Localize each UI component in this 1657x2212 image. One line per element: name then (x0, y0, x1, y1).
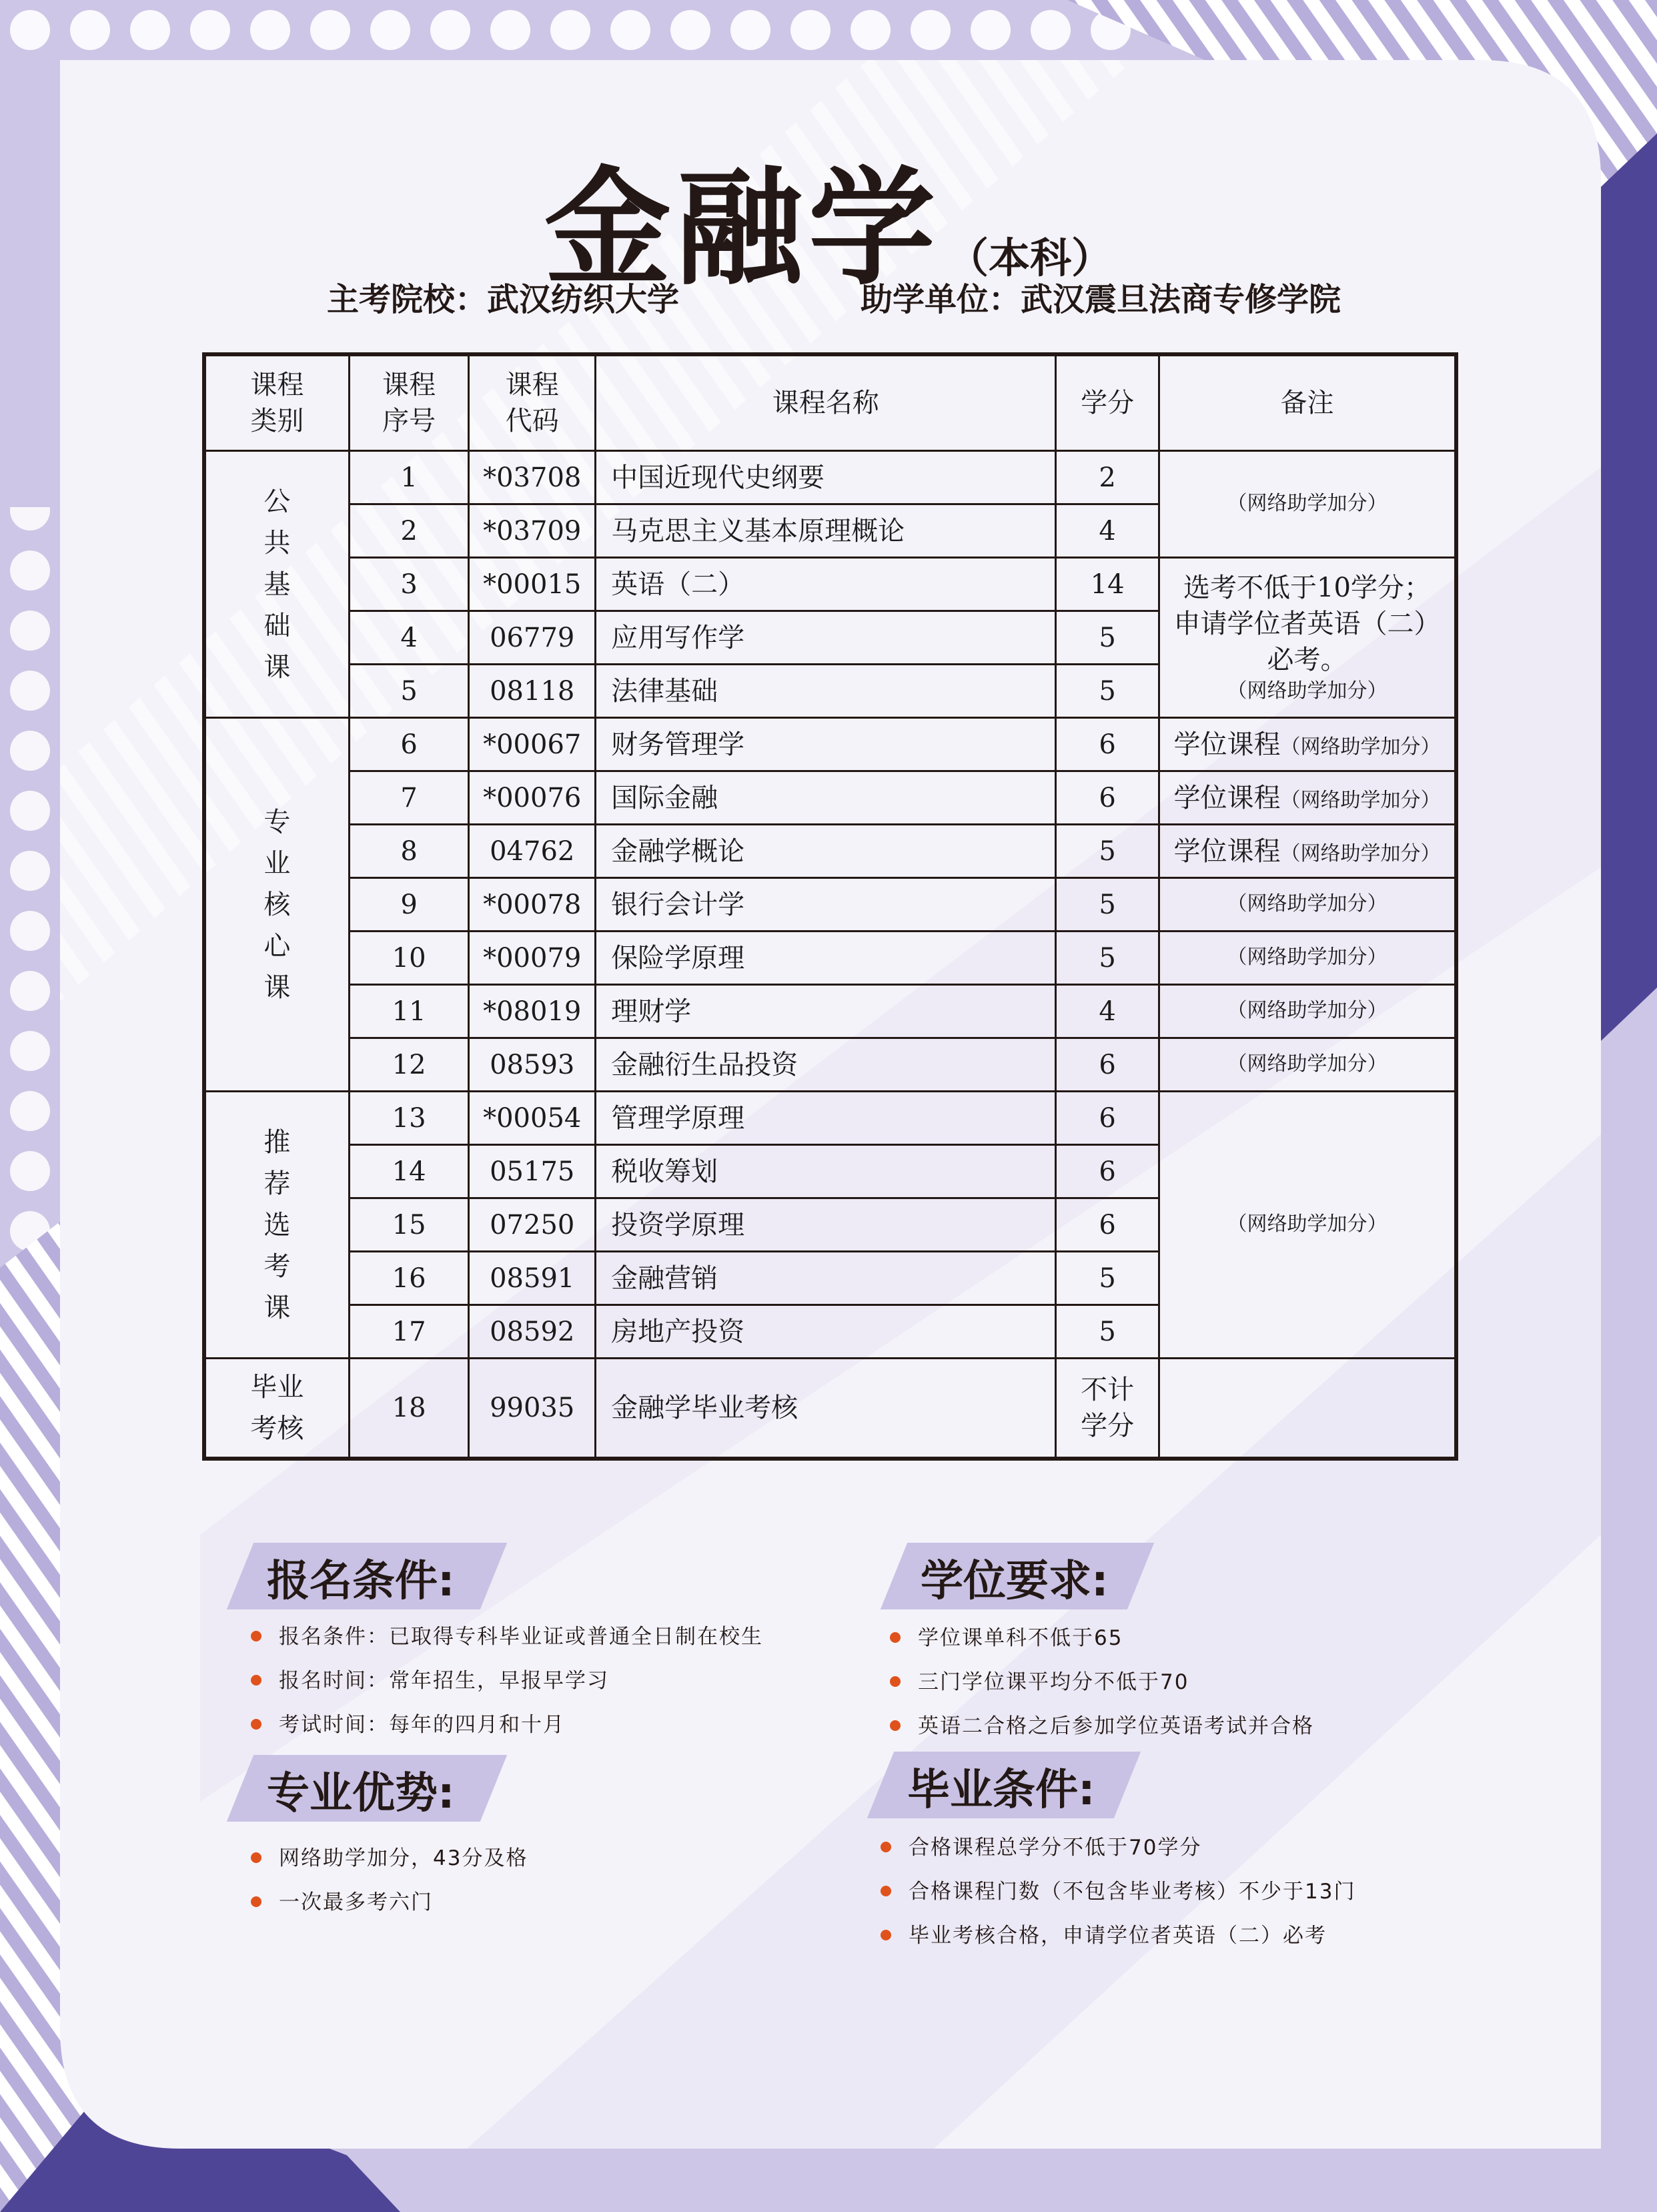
list-item: 三门学位课平均分不低于70 (890, 1660, 1314, 1704)
list-item: 合格课程门数（不包含毕业考核）不少于13门 (881, 1870, 1355, 1914)
list-item: 学位课单科不低于65 (890, 1616, 1314, 1660)
category-core: 专业核心课 (204, 718, 349, 1092)
course-table (202, 352, 1458, 1461)
remark-cell-empty (1159, 1359, 1456, 1459)
org-line (0, 274, 1657, 320)
remark-cell: （网络助学加分） (1159, 1092, 1456, 1359)
page-title: 金融学 (544, 155, 941, 302)
header-remark: 备注 (1159, 354, 1456, 451)
list-item: 报名时间：常年招生，早报早学习 (251, 1659, 763, 1703)
remark-cell: 学位课程（网络助学加分） (1159, 771, 1456, 825)
table-row: 16 08591 金融营销 5 (204, 1252, 1456, 1305)
section-degree-heading: 学位要求: (894, 1543, 1141, 1609)
table-row: 毕业考核 18 99035 金融学毕业考核 不计学分 (204, 1359, 1456, 1459)
remark-cell: （网络助学加分） (1159, 451, 1456, 558)
header-seq: 课程序号 (349, 354, 469, 451)
assist-unit: 助学单位：武汉震旦法商专修学院 (861, 281, 1341, 318)
table-row: 8 04762 金融学概论 5 学位课程（网络助学加分） (204, 825, 1456, 878)
header-code: 课程代码 (469, 354, 596, 451)
remark-cell: 学位课程（网络助学加分） (1159, 718, 1456, 771)
table-header-row (204, 354, 1456, 451)
list-item: 合格课程总学分不低于70学分 (881, 1826, 1355, 1870)
advantage-list (251, 1836, 528, 1924)
list-item: 网络助学加分，43分及格 (251, 1836, 528, 1880)
page-subtitle: （本科） (947, 234, 1113, 282)
remark-cell: 学位课程（网络助学加分） (1159, 825, 1456, 878)
degree-list (890, 1616, 1314, 1748)
remark-cell (1159, 558, 1456, 718)
category-public: 公共基础课 (204, 451, 349, 718)
remark-cell: （网络助学加分） (1159, 1038, 1456, 1092)
table-row: 12 08593 金融衍生品投资 6 （网络助学加分） (204, 1038, 1456, 1092)
table-row: 9 *00078 银行会计学 5 （网络助学加分） (204, 878, 1456, 932)
section-enroll-heading: 报名条件: (240, 1543, 494, 1609)
table-row: 5 08118 法律基础 5 (204, 665, 1456, 718)
network-bonus-note: （网络助学加分） (1227, 679, 1388, 703)
category-elective: 推荐选考课 (204, 1092, 349, 1359)
category-graduation: 毕业考核 (204, 1359, 349, 1459)
table-row: 17 08592 房地产投资 5 (204, 1305, 1456, 1359)
enroll-list (251, 1615, 763, 1747)
remark-cell: （网络助学加分） (1159, 878, 1456, 932)
list-item: 英语二合格之后参加学位英语考试并合格 (890, 1704, 1314, 1748)
english-note: 选考不低于10学分；申请学位者英语（二）必考。 (1173, 573, 1441, 676)
list-item: 考试时间：每年的四月和十月 (251, 1703, 763, 1747)
section-advantage-heading: 专业优势: (240, 1755, 494, 1822)
header-name: 课程名称 (596, 354, 1056, 451)
table-row: 4 06779 应用写作学 5 (204, 611, 1456, 665)
table-row: 公共基础课 1 *03708 中国近现代史纲要 2 （网络助学加分） (204, 451, 1456, 504)
list-item: 一次最多考六门 (251, 1880, 528, 1924)
header-credit: 学分 (1056, 354, 1159, 451)
header-category: 课程类别 (204, 354, 349, 451)
table-row: 推荐选考课 13 *00054 管理学原理 6 （网络助学加分） (204, 1092, 1456, 1145)
table-row: 15 07250 投资学原理 6 (204, 1198, 1456, 1252)
table-row: 11 *08019 理财学 4 （网络助学加分） (204, 985, 1456, 1038)
host-school: 主考院校：武汉纺织大学 (327, 281, 680, 318)
remark-cell: （网络助学加分） (1159, 985, 1456, 1038)
table-row: 3 *00015 英语（二） 14 选考不低于10学分；申请学位者英语（二）必考。 （网络助学加分） (204, 558, 1456, 611)
list-item: 报名条件：已取得专科毕业证或普通全日制在校生 (251, 1615, 763, 1659)
table-row: 专业核心课 6 *00067 财务管理学 6 学位课程（网络助学加分） (204, 718, 1456, 771)
table-row: 10 *00079 保险学原理 5 （网络助学加分） (204, 932, 1456, 985)
graduate-list (881, 1826, 1355, 1958)
list-item: 毕业考核合格，申请学位者英语（二）必考 (881, 1914, 1355, 1958)
remark-cell: （网络助学加分） (1159, 932, 1456, 985)
table-row: 7 *00076 国际金融 6 学位课程（网络助学加分） (204, 771, 1456, 825)
table-row: 2 *03709 马克思主义基本原理概论 4 (204, 504, 1456, 558)
section-graduate-heading: 毕业条件: (881, 1752, 1127, 1818)
table-row: 14 05175 税收筹划 6 (204, 1145, 1456, 1198)
